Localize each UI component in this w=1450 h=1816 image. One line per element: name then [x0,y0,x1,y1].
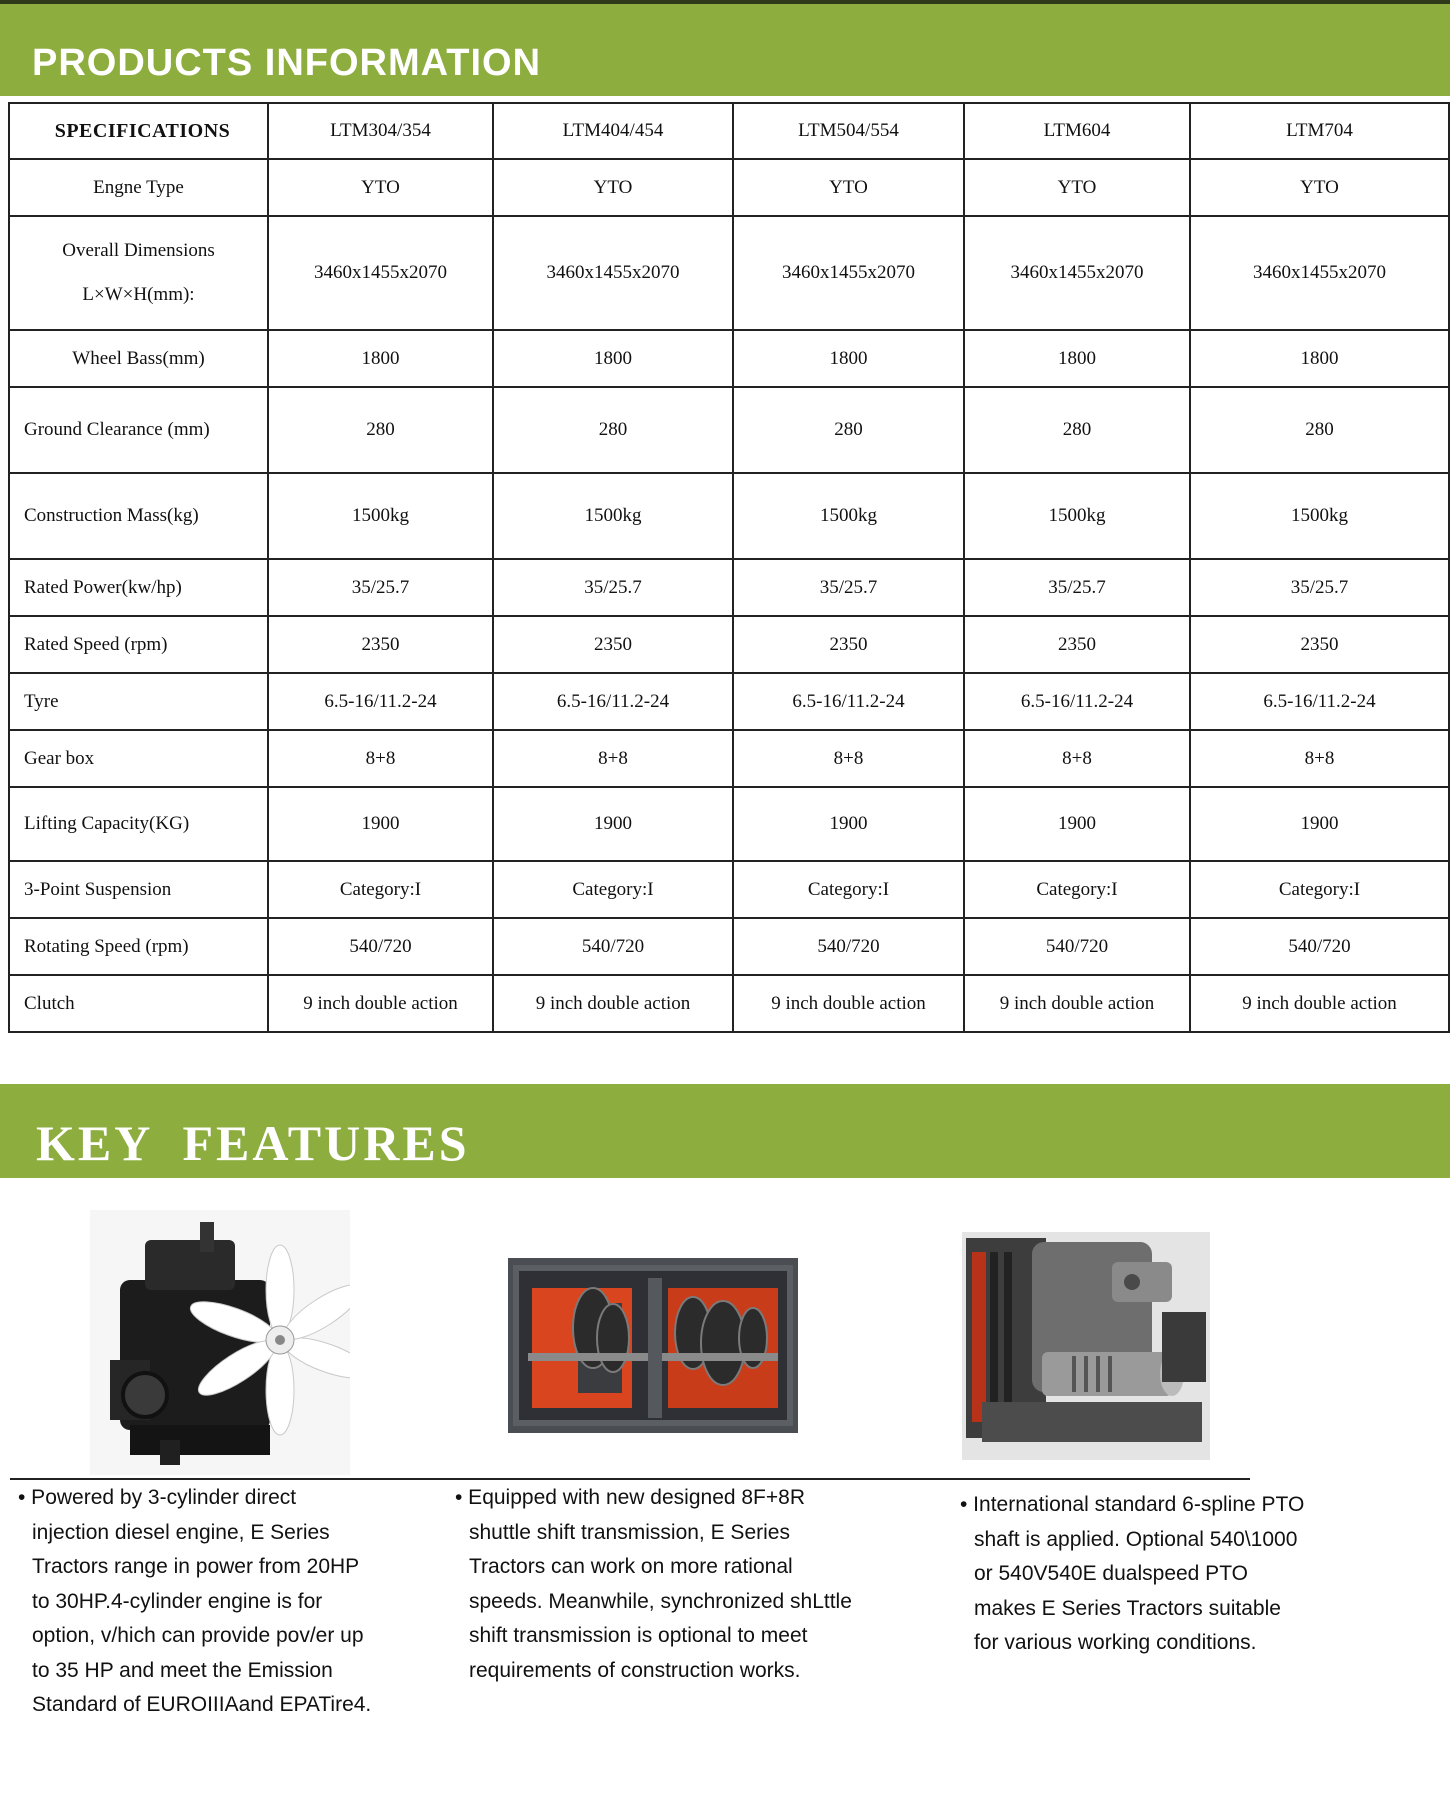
table-cell: 9 inch double action [1190,975,1449,1032]
table-cell: 540/720 [1190,918,1449,975]
table-cell: 35/25.7 [733,559,964,616]
table-header-row [9,103,1449,159]
table-cell: 35/25.7 [1190,559,1449,616]
table-cell: 2350 [493,616,733,673]
row-label: Wheel Bass(mm) [9,330,268,387]
table-cell: 3460x1455x2070 [493,216,733,330]
row-label-line: Overall Dimensions [62,240,215,261]
table-cell: 3460x1455x2070 [1190,216,1449,330]
feature-pto-text [960,1488,1304,1661]
table-cell: 2350 [268,616,493,673]
table-cell: 1900 [268,787,493,861]
row-label: Ground Clearance (mm) [9,387,268,473]
table-cell: 1800 [493,330,733,387]
table-cell: 6.5-16/11.2-24 [964,673,1190,730]
table-cell: Category:I [268,861,493,918]
table-cell: 35/25.7 [268,559,493,616]
transmission-gearbox-icon [508,1258,798,1433]
header-cell: LTM604 [964,103,1190,159]
table-cell: 1800 [1190,330,1449,387]
table-row [9,387,1449,473]
table-cell: 9 inch double action [268,975,493,1032]
table-cell: 1500kg [964,473,1190,559]
table-cell: 6.5-16/11.2-24 [1190,673,1449,730]
specifications-table [8,102,1450,1033]
feature-transmission-text [455,1481,852,1688]
table-cell: YTO [964,159,1190,216]
table-row [9,330,1449,387]
feature-line: • Equipped with new designed 8F+8R [455,1486,805,1509]
feature-line: for various working conditions. [974,1631,1257,1654]
table-row [9,861,1449,918]
table-cell: Category:I [493,861,733,918]
table-cell: YTO [733,159,964,216]
table-cell: 540/720 [964,918,1190,975]
feature-line: makes E Series Tractors suitable [974,1596,1281,1620]
table-cell: 280 [1190,387,1449,473]
table-row [9,787,1449,861]
table-cell: YTO [268,159,493,216]
table-cell: 280 [964,387,1190,473]
header-cell: SPECIFICATIONS [9,103,268,159]
table-cell: 1800 [733,330,964,387]
table-cell: 9 inch double action [733,975,964,1032]
header-cell: LTM504/554 [733,103,964,159]
row-label: Rotating Speed (rpm) [9,918,268,975]
table-cell: 3460x1455x2070 [268,216,493,330]
header-cell: LTM304/354 [268,103,493,159]
table-cell: 280 [733,387,964,473]
row-label: 3-Point Suspension [9,861,268,918]
table-cell: Category:I [1190,861,1449,918]
table-row [9,216,1449,330]
feature-line: requirements of construction works. [469,1658,801,1682]
table-row [9,730,1449,787]
products-information-banner [0,0,1450,96]
feature-line: shaft is applied. Optional 540\1000 [974,1527,1298,1551]
feature-line: • Powered by 3-cylinder direct [18,1486,297,1509]
table-cell: 6.5-16/11.2-24 [493,673,733,730]
feature-engine-text [18,1481,371,1723]
table-row [9,673,1449,730]
table-cell: 9 inch double action [964,975,1190,1032]
table-cell: 8+8 [964,730,1190,787]
row-label: Lifting Capacity(KG) [9,787,268,861]
table-cell: 1800 [268,330,493,387]
row-label: Clutch [9,975,268,1032]
header-cell: LTM704 [1190,103,1449,159]
table-cell: 9 inch double action [493,975,733,1032]
table-cell: 3460x1455x2070 [964,216,1190,330]
table-cell: 1500kg [733,473,964,559]
key-features-banner [0,1084,1450,1178]
table-cell: 1500kg [1190,473,1449,559]
feature-line: option, v/hich can provide pov/er up [32,1624,364,1647]
table-cell: 1900 [964,787,1190,861]
table-cell: 1800 [964,330,1190,387]
row-label: Tyre [9,673,268,730]
feature-line: to 30HP.4-cylinder engine is for [32,1589,323,1613]
feature-line: shuttle shift transmission, E Series [469,1520,790,1544]
table-cell: 6.5-16/11.2-24 [268,673,493,730]
table-cell: 35/25.7 [493,559,733,616]
table-cell: 1900 [733,787,964,861]
table-cell: 8+8 [1190,730,1449,787]
table-cell: 35/25.7 [964,559,1190,616]
table-cell: 280 [493,387,733,473]
table-row [9,918,1449,975]
table-cell: 8+8 [493,730,733,787]
feature-line: or 540V540E dualspeed PTO [974,1562,1248,1585]
feature-line: Tractors can work on more rational [469,1555,793,1578]
table-cell: Category:I [964,861,1190,918]
table-cell: 280 [268,387,493,473]
table-row [9,559,1449,616]
table-cell: 2350 [964,616,1190,673]
feature-line: Standard of EUROIIIAand EPATire4. [32,1693,372,1716]
row-label: Rated Power(kw/hp) [9,559,268,616]
table-cell: 1500kg [493,473,733,559]
table-row [9,616,1449,673]
feature-line: to 35 HP and meet the Emission [32,1658,333,1682]
row-label: Gear box [9,730,268,787]
header-cell: LTM404/454 [493,103,733,159]
feature-line: Tractors range in power from 20HP [32,1555,360,1578]
feature-line: • International standard 6-spline PTO [960,1493,1305,1516]
table-cell: Category:I [733,861,964,918]
key-features-title: KEY FEATURES [36,1115,470,1171]
row-label-line: L×W×H(mm): [82,284,195,305]
table-row [9,159,1449,216]
table-cell: 3460x1455x2070 [733,216,964,330]
table-cell: 540/720 [493,918,733,975]
table-cell: YTO [1190,159,1449,216]
table-cell: 1500kg [268,473,493,559]
row-label: Construction Mass(kg) [9,473,268,559]
table-row [9,975,1449,1032]
table-cell: 2350 [1190,616,1449,673]
diesel-engine-icon [90,1210,350,1475]
feature-line: injection diesel engine, E Series [32,1520,330,1544]
row-label: Engne Type [9,159,268,216]
products-information-title: PRODUCTS INFORMATION [32,42,542,84]
table-cell: 540/720 [733,918,964,975]
table-cell: 1900 [493,787,733,861]
table-cell: 2350 [733,616,964,673]
table-cell: 8+8 [268,730,493,787]
features-divider [10,1478,1250,1480]
table-cell: YTO [493,159,733,216]
row-label: Rated Speed (rpm) [9,616,268,673]
table-cell: 1900 [1190,787,1449,861]
table-cell: 6.5-16/11.2-24 [733,673,964,730]
table-cell: 540/720 [268,918,493,975]
feature-line: shift transmission is optional to meet [469,1624,808,1647]
table-row [9,473,1449,559]
pto-shaft-icon [962,1232,1210,1460]
table-cell: 8+8 [733,730,964,787]
row-label [9,216,268,330]
feature-line: speeds. Meanwhile, synchronized shLttle [469,1589,852,1613]
